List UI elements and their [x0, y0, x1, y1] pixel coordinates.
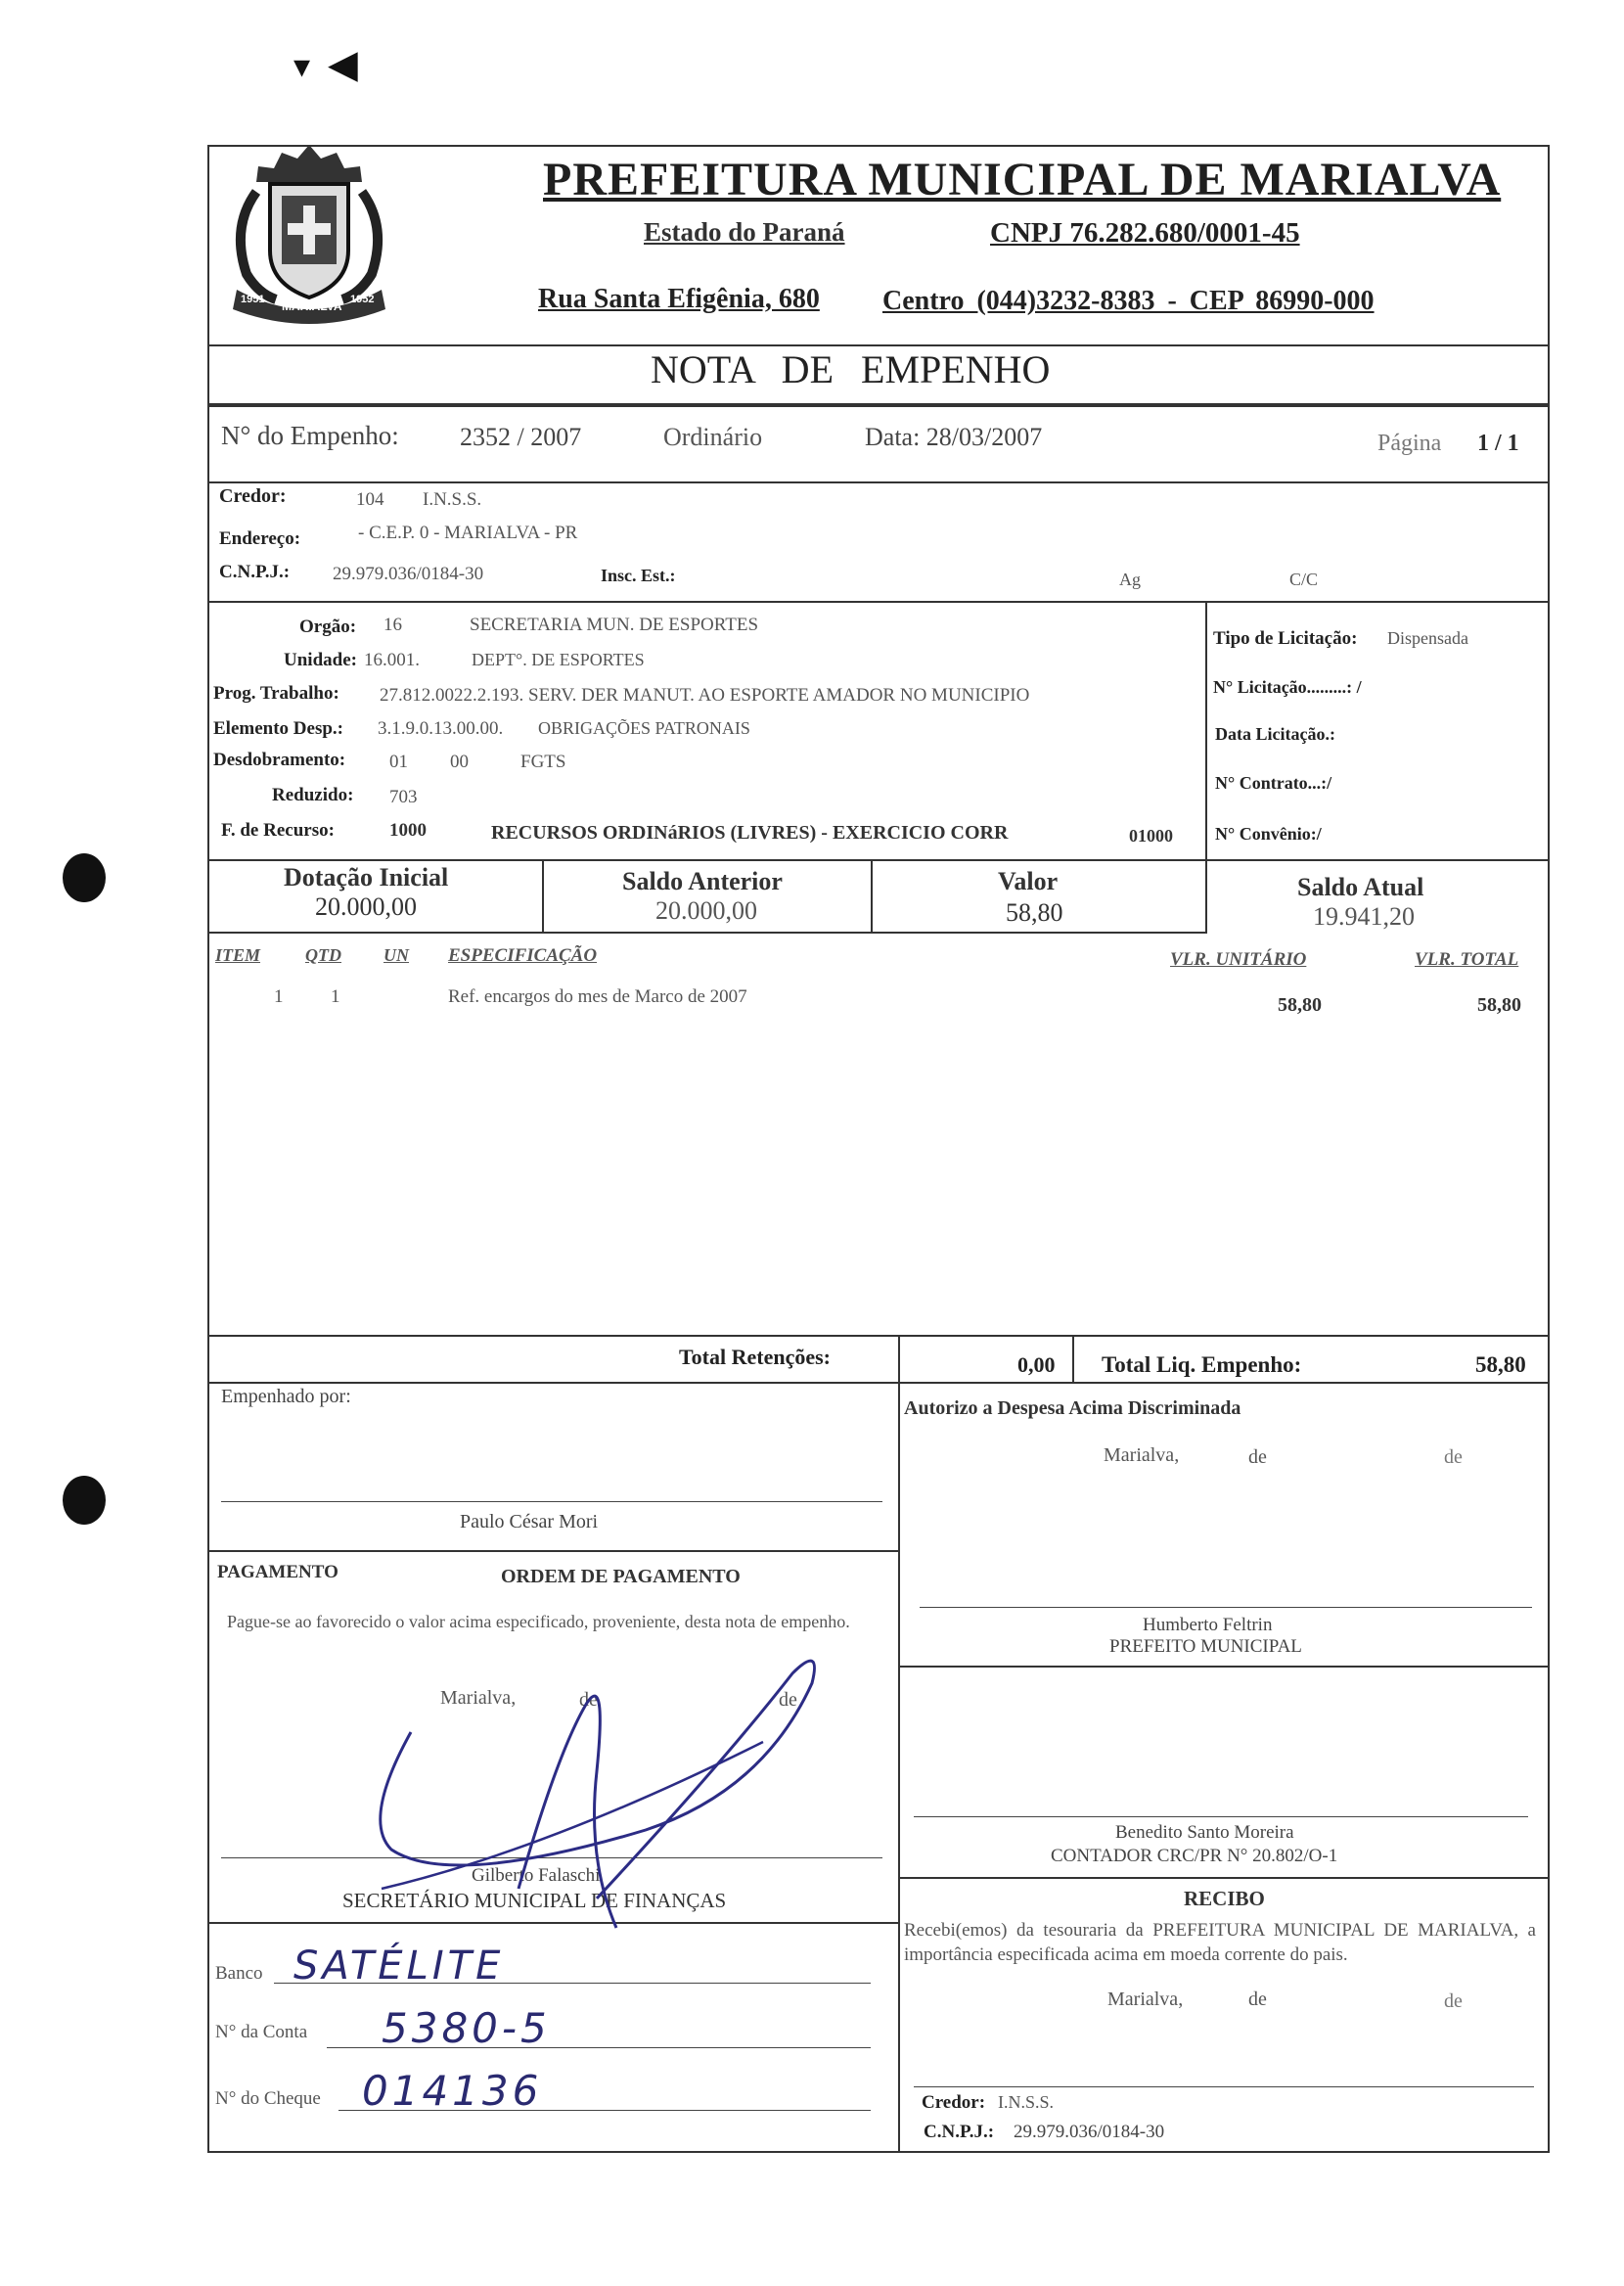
reduzido-label: Reduzido:	[272, 785, 354, 805]
mayor-title: PREFEITO MUNICIPAL	[1109, 1636, 1302, 1657]
signature-line	[920, 1607, 1532, 1608]
tipo-licitacao-label: Tipo de Licitação:	[1213, 628, 1358, 649]
agency-label: Ag	[1119, 570, 1141, 589]
divider	[207, 1382, 1550, 1384]
empenhado-name: Paulo César Mori	[460, 1511, 599, 1532]
recibo-de-1: de	[1248, 1989, 1267, 2010]
cnpj-label: C.N.P.J.:	[219, 562, 291, 582]
divider	[898, 1666, 1550, 1668]
retencoes-value: 0,00	[1017, 1352, 1056, 1377]
pagamento-de-2: de	[779, 1689, 797, 1711]
autorizo-de-1: de	[1248, 1446, 1267, 1468]
prog-trabalho-label: Prog. Trabalho:	[213, 683, 339, 704]
signature-line	[914, 2086, 1534, 2087]
divider	[1072, 1335, 1074, 1382]
empenho-number: 2352 / 2007	[460, 423, 582, 451]
divider	[207, 601, 1550, 603]
col-especificacao: ESPECIFICAÇÃO	[448, 945, 598, 966]
scan-mark: ◀	[328, 42, 358, 86]
account-label: C/C	[1289, 570, 1319, 589]
divider	[898, 1877, 1550, 1879]
secretary-name: Gilberto Falaschi	[472, 1865, 601, 1886]
recibo-credor-label: Credor:	[922, 2092, 986, 2113]
insc-est-label: Insc. Est.:	[601, 566, 676, 585]
elemento-label: Elemento Desp.:	[213, 718, 343, 739]
pagamento-title: PAGAMENTO	[217, 1562, 338, 1582]
elemento-code: 3.1.9.0.13.00.00.	[378, 718, 504, 739]
orgao-label: Orgão:	[299, 617, 357, 637]
handwritten-signature	[352, 1605, 841, 1938]
liq-empenho-label: Total Liq. Empenho:	[1102, 1352, 1302, 1377]
pagamento-text: Pague-se ao favorecido o valor acima especificado, proveniente, desta nota de empenho.	[227, 1612, 850, 1631]
divider	[207, 1335, 1550, 1337]
conta-label: N° da Conta	[215, 2022, 308, 2042]
banco-value: SATÉLITE	[293, 1943, 505, 1989]
numero-licitacao: N° Licitação.........: /	[1213, 677, 1362, 697]
header-cnpj: CNPJ 76.282.680/0001-45	[990, 217, 1300, 249]
header-title: PREFEITURA MUNICIPAL DE MARIALVA	[543, 154, 1502, 206]
desdobramento-name: FGTS	[520, 752, 566, 772]
desdobramento-label: Desdobramento:	[213, 750, 346, 770]
cheque-label: N° do Cheque	[215, 2088, 321, 2109]
divider	[898, 1382, 900, 2153]
divider	[1205, 601, 1207, 859]
tipo-licitacao-value: Dispensada	[1387, 628, 1468, 648]
recibo-cnpj-label: C.N.P.J.:	[924, 2122, 995, 2142]
header-address-rest: Centro (044)3232-8383 - CEP 86990-000	[882, 286, 1375, 316]
saldo-atual-label: Saldo Atual	[1297, 873, 1424, 901]
punch-hole	[63, 1476, 106, 1525]
recurso-label: F. de Recurso:	[221, 820, 335, 841]
divider	[207, 481, 1550, 483]
item-qtd: 1	[331, 986, 340, 1007]
recurso-code-2: 01000	[1129, 826, 1173, 846]
recibo-city: Marialva,	[1107, 1989, 1184, 2010]
reduzido-value: 703	[389, 787, 418, 807]
autorizo-title: Autorizo a Despesa Acima Discriminada	[904, 1397, 1241, 1419]
item-vlr-unitario: 58,80	[1278, 994, 1322, 1016]
header-address-street: Rua Santa Efigênia, 680	[538, 284, 820, 314]
signature-line	[221, 1501, 882, 1502]
recibo-credor-value: I.N.S.S.	[998, 2092, 1055, 2112]
recibo-title: RECIBO	[1184, 1887, 1265, 1910]
col-un: UN	[383, 945, 409, 965]
banco-label: Banco	[215, 1963, 263, 1984]
unidade-name: DEPT°. DE ESPORTES	[472, 650, 645, 669]
crest-ribbon-text: MARIALVA	[282, 299, 342, 313]
numero-convenio: N° Convênio:/	[1215, 824, 1322, 844]
prog-trabalho-value: 27.812.0022.2.193. SERV. DER MANUT. AO ESPORTE AMADOR NO MUNICIPIO	[380, 685, 1030, 706]
pagamento-city: Marialva,	[440, 1687, 517, 1709]
empenho-type: Ordinário	[663, 423, 763, 451]
cnpj-value: 29.979.036/0184-30	[333, 564, 484, 584]
item-number: 1	[274, 986, 284, 1007]
credor-code: 104	[356, 489, 384, 510]
punch-hole	[63, 853, 106, 902]
crest-year-right: 1952	[350, 294, 375, 305]
autorizo-city: Marialva,	[1104, 1444, 1180, 1466]
unidade-code: 16.001.	[364, 650, 420, 670]
signature-line	[914, 1816, 1528, 1817]
saldo-anterior-value: 20.000,00	[655, 896, 757, 925]
divider	[898, 1335, 900, 1382]
empenho-date: Data: 28/03/2007	[865, 423, 1043, 451]
header-state: Estado do Paraná	[644, 217, 845, 247]
retencoes-label: Total Retenções:	[679, 1345, 831, 1369]
scan-mark: ▾	[293, 49, 311, 85]
elemento-name: OBRIGAÇÕES PATRONAIS	[538, 718, 750, 738]
saldo-anterior-label: Saldo Anterior	[622, 867, 783, 895]
mayor-name: Humberto Feltrin	[1143, 1615, 1273, 1635]
recibo-cnpj-value: 29.979.036/0184-30	[1014, 2122, 1165, 2142]
recurso-code: 1000	[389, 820, 427, 841]
endereco-value: - C.E.P. 0 - MARIALVA - PR	[358, 523, 578, 543]
crest-year-left: 1951	[241, 294, 265, 305]
autorizo-de-2: de	[1444, 1446, 1463, 1468]
accountant-name: Benedito Santo Moreira	[1115, 1822, 1294, 1843]
data-licitacao: Data Licitação.:	[1215, 724, 1335, 744]
accountant-title: CONTADOR CRC/PR N° 20.802/O-1	[1051, 1846, 1338, 1866]
divider	[207, 403, 1550, 407]
recibo-text: Recebi(emos) da tesouraria da PREFEITURA MUNICIPAL DE MARIALVA, a importância especificada acima em moeda corrente do pais.	[904, 1920, 1536, 1965]
recurso-name: RECURSOS ORDINáRIOS (LIVRES) - EXERCICIO CORR	[491, 822, 1009, 844]
empenhado-label: Empenhado por:	[221, 1386, 351, 1407]
desdobramento-b: 00	[450, 752, 469, 772]
empenho-label: N° do Empenho:	[221, 421, 399, 450]
divider	[207, 1550, 898, 1552]
desdobramento-a: 01	[389, 752, 408, 772]
credor-name: I.N.S.S.	[423, 489, 482, 510]
page-number: 1 / 1	[1477, 431, 1519, 456]
recibo-de-2: de	[1444, 1990, 1463, 2012]
numero-contrato: N° Contrato...:/	[1215, 773, 1332, 793]
orgao-name: SECRETARIA MUN. DE ESPORTES	[470, 615, 759, 635]
credor-label: Credor:	[219, 485, 287, 507]
item-vlr-total: 58,80	[1477, 994, 1521, 1016]
crest-logo	[217, 137, 401, 329]
valor-value: 58,80	[1006, 898, 1063, 927]
col-qtd: QTD	[305, 945, 341, 965]
ordem-pagamento-title: ORDEM DE PAGAMENTO	[501, 1566, 741, 1587]
secretary-title: SECRETÁRIO MUNICIPAL DE FINANÇAS	[342, 1889, 727, 1912]
page-label: Página	[1377, 431, 1442, 456]
orgao-code: 16	[383, 615, 402, 635]
item-especificacao: Ref. encargos do mes de Marco de 2007	[448, 986, 747, 1007]
document-title: NOTA DE EMPENHO	[651, 347, 1051, 391]
endereco-label: Endereço:	[219, 528, 301, 549]
col-vlr-total: VLR. TOTAL	[1415, 949, 1519, 970]
col-vlr-unitario: VLR. UNITÁRIO	[1170, 949, 1307, 970]
dotacao-label: Dotação Inicial	[284, 863, 449, 892]
unidade-label: Unidade:	[284, 650, 357, 670]
cheque-value: 014136	[362, 2067, 543, 2115]
saldo-atual-value: 19.941,20	[1313, 902, 1415, 931]
conta-value: 5380-5	[382, 2004, 551, 2052]
liq-empenho-value: 58,80	[1475, 1352, 1526, 1377]
pagamento-de-1: de	[579, 1689, 598, 1711]
valor-label: Valor	[998, 867, 1059, 895]
dotacao-value: 20.000,00	[315, 892, 417, 921]
col-item: ITEM	[215, 945, 261, 965]
